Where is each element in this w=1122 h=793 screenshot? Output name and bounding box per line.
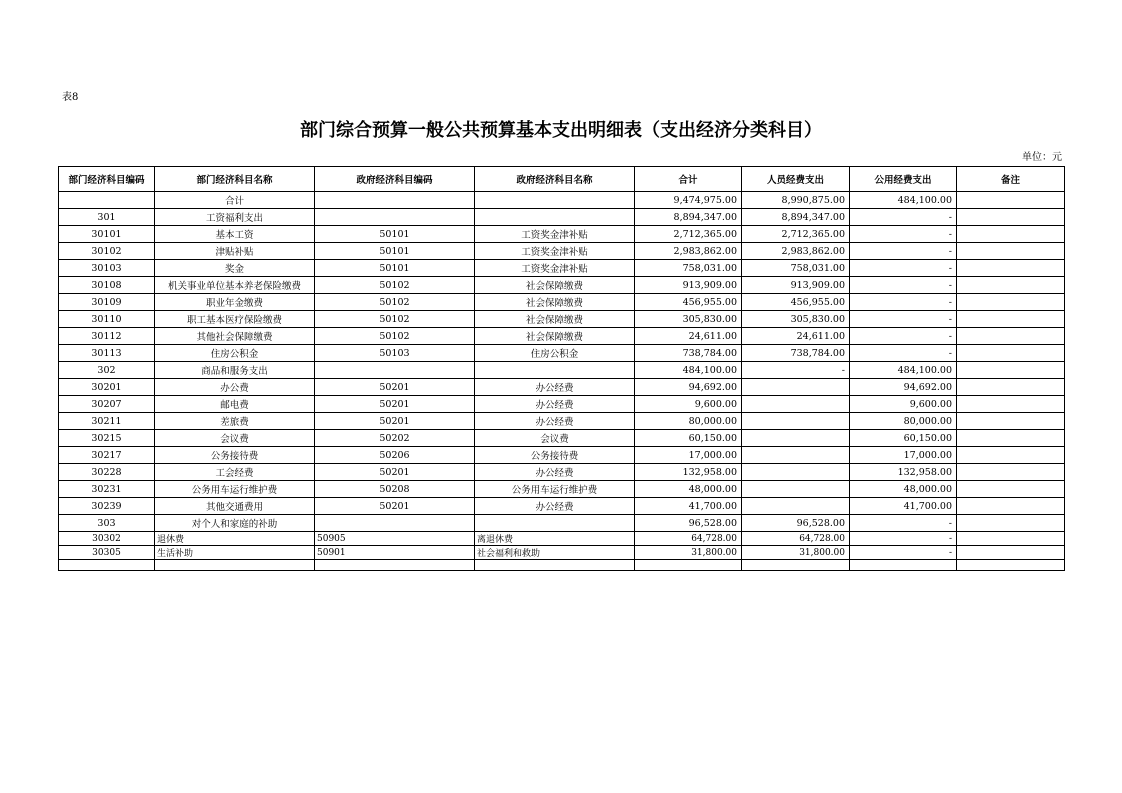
gov-code-cell: 50201 bbox=[315, 413, 475, 430]
gov-name-cell: 离退休费 bbox=[475, 532, 635, 546]
personnel-cell: 31,800.00 bbox=[742, 546, 850, 560]
personnel-cell bbox=[742, 447, 850, 464]
gov-name-cell: 社会保障缴费 bbox=[475, 328, 635, 345]
personnel-cell: 2,712,365.00 bbox=[742, 226, 850, 243]
personnel-cell: 456,955.00 bbox=[742, 294, 850, 311]
col-header-personnel: 人员经费支出 bbox=[742, 167, 850, 192]
dept-code-cell: 301 bbox=[59, 209, 155, 226]
gov-name-cell: 办公经费 bbox=[475, 379, 635, 396]
gov-name-cell: 社会保障缴费 bbox=[475, 294, 635, 311]
personnel-cell bbox=[742, 379, 850, 396]
remarks-cell bbox=[957, 515, 1065, 532]
table-row bbox=[59, 515, 1065, 532]
gov-name-cell bbox=[475, 192, 635, 209]
dept-code-cell: 30201 bbox=[59, 379, 155, 396]
gov-name-cell bbox=[475, 362, 635, 379]
gov-code-cell bbox=[315, 192, 475, 209]
total-cell: 456,955.00 bbox=[635, 294, 742, 311]
gov-name-cell: 办公经费 bbox=[475, 464, 635, 481]
table-body bbox=[59, 192, 1065, 571]
total-cell: 17,000.00 bbox=[635, 447, 742, 464]
personnel-cell: 758,031.00 bbox=[742, 260, 850, 277]
public-cell: - bbox=[850, 328, 957, 345]
personnel-cell: - bbox=[742, 362, 850, 379]
dept-code-cell: 30112 bbox=[59, 328, 155, 345]
table-row bbox=[59, 430, 1065, 447]
table-number: 表8 bbox=[62, 92, 79, 103]
total-cell: 9,600.00 bbox=[635, 396, 742, 413]
dept-code-cell: 30231 bbox=[59, 481, 155, 498]
gov-name-cell: 会议费 bbox=[475, 430, 635, 447]
gov-code-cell: 50102 bbox=[315, 311, 475, 328]
dept-name-cell: 其他社会保障缴费 bbox=[155, 328, 315, 345]
total-cell: 80,000.00 bbox=[635, 413, 742, 430]
remarks-cell bbox=[957, 560, 1065, 571]
table-row bbox=[59, 481, 1065, 498]
personnel-cell: 24,611.00 bbox=[742, 328, 850, 345]
total-cell: 913,909.00 bbox=[635, 277, 742, 294]
remarks-cell bbox=[957, 209, 1065, 226]
public-cell: 484,100.00 bbox=[850, 192, 957, 209]
dept-code-cell: 30108 bbox=[59, 277, 155, 294]
col-header-public: 公用经费支出 bbox=[850, 167, 957, 192]
personnel-cell: 2,983,862.00 bbox=[742, 243, 850, 260]
dept-name-cell: 商品和服务支出 bbox=[155, 362, 315, 379]
dept-name-cell: 公务接待费 bbox=[155, 447, 315, 464]
personnel-cell bbox=[742, 430, 850, 447]
dept-name-cell bbox=[155, 560, 315, 571]
dept-code-cell: 30103 bbox=[59, 260, 155, 277]
total-cell: 31,800.00 bbox=[635, 546, 742, 560]
gov-name-cell: 社会保障缴费 bbox=[475, 311, 635, 328]
public-cell: - bbox=[850, 294, 957, 311]
public-cell: - bbox=[850, 515, 957, 532]
total-cell: 94,692.00 bbox=[635, 379, 742, 396]
budget-table bbox=[58, 166, 1065, 571]
gov-name-cell bbox=[475, 560, 635, 571]
gov-code-cell: 50201 bbox=[315, 498, 475, 515]
gov-name-cell: 工资奖金津补贴 bbox=[475, 260, 635, 277]
dept-name-cell: 会议费 bbox=[155, 430, 315, 447]
table-row bbox=[59, 560, 1065, 571]
public-cell: 9,600.00 bbox=[850, 396, 957, 413]
dept-code-cell bbox=[59, 560, 155, 571]
public-cell: 94,692.00 bbox=[850, 379, 957, 396]
gov-code-cell: 50102 bbox=[315, 277, 475, 294]
table-row bbox=[59, 498, 1065, 515]
dept-code-cell bbox=[59, 192, 155, 209]
total-cell: 738,784.00 bbox=[635, 345, 742, 362]
remarks-cell bbox=[957, 532, 1065, 546]
table-row bbox=[59, 192, 1065, 209]
dept-name-cell: 差旅费 bbox=[155, 413, 315, 430]
gov-code-cell: 50905 bbox=[315, 532, 475, 546]
gov-code-cell: 50103 bbox=[315, 345, 475, 362]
table-row bbox=[59, 362, 1065, 379]
dept-name-cell: 机关事业单位基本养老保险缴费 bbox=[155, 277, 315, 294]
col-header-total: 合计 bbox=[635, 167, 742, 192]
remarks-cell bbox=[957, 447, 1065, 464]
table-row bbox=[59, 243, 1065, 260]
table-row bbox=[59, 532, 1065, 546]
dept-name-cell: 邮电费 bbox=[155, 396, 315, 413]
dept-code-cell: 30305 bbox=[59, 546, 155, 560]
dept-name-cell: 公务用车运行维护费 bbox=[155, 481, 315, 498]
total-cell: 96,528.00 bbox=[635, 515, 742, 532]
total-cell: 132,958.00 bbox=[635, 464, 742, 481]
dept-code-cell: 30101 bbox=[59, 226, 155, 243]
gov-code-cell: 50202 bbox=[315, 430, 475, 447]
dept-code-cell: 30110 bbox=[59, 311, 155, 328]
total-cell: 9,474,975.00 bbox=[635, 192, 742, 209]
dept-name-cell: 工会经费 bbox=[155, 464, 315, 481]
dept-name-cell: 合计 bbox=[155, 192, 315, 209]
total-cell: 60,150.00 bbox=[635, 430, 742, 447]
public-cell: - bbox=[850, 243, 957, 260]
table-row bbox=[59, 396, 1065, 413]
remarks-cell bbox=[957, 413, 1065, 430]
remarks-cell bbox=[957, 498, 1065, 515]
gov-name-cell: 公务用车运行维护费 bbox=[475, 481, 635, 498]
table-row bbox=[59, 311, 1065, 328]
table-row bbox=[59, 379, 1065, 396]
remarks-cell bbox=[957, 464, 1065, 481]
dept-code-cell: 30211 bbox=[59, 413, 155, 430]
total-cell bbox=[635, 560, 742, 571]
gov-code-cell bbox=[315, 362, 475, 379]
total-cell: 484,100.00 bbox=[635, 362, 742, 379]
personnel-cell: 305,830.00 bbox=[742, 311, 850, 328]
public-cell: 48,000.00 bbox=[850, 481, 957, 498]
total-cell: 305,830.00 bbox=[635, 311, 742, 328]
dept-code-cell: 30302 bbox=[59, 532, 155, 546]
personnel-cell bbox=[742, 396, 850, 413]
table-row bbox=[59, 413, 1065, 430]
gov-code-cell: 50101 bbox=[315, 243, 475, 260]
gov-code-cell: 50208 bbox=[315, 481, 475, 498]
personnel-cell: 8,894,347.00 bbox=[742, 209, 850, 226]
total-cell: 41,700.00 bbox=[635, 498, 742, 515]
dept-name-cell: 生活补助 bbox=[155, 546, 315, 560]
dept-code-cell: 30102 bbox=[59, 243, 155, 260]
gov-name-cell: 办公经费 bbox=[475, 396, 635, 413]
personnel-cell: 64,728.00 bbox=[742, 532, 850, 546]
dept-name-cell: 对个人和家庭的补助 bbox=[155, 515, 315, 532]
public-cell: 17,000.00 bbox=[850, 447, 957, 464]
gov-code-cell: 50201 bbox=[315, 396, 475, 413]
dept-name-cell: 其他交通费用 bbox=[155, 498, 315, 515]
dept-name-cell: 职业年金缴费 bbox=[155, 294, 315, 311]
personnel-cell: 913,909.00 bbox=[742, 277, 850, 294]
public-cell: - bbox=[850, 532, 957, 546]
public-cell: - bbox=[850, 277, 957, 294]
dept-code-cell: 30109 bbox=[59, 294, 155, 311]
gov-name-cell: 社会福利和救助 bbox=[475, 546, 635, 560]
public-cell: - bbox=[850, 209, 957, 226]
dept-name-cell: 职工基本医疗保险缴费 bbox=[155, 311, 315, 328]
dept-name-cell: 住房公积金 bbox=[155, 345, 315, 362]
dept-name-cell: 退休费 bbox=[155, 532, 315, 546]
table-row bbox=[59, 447, 1065, 464]
table-row bbox=[59, 226, 1065, 243]
remarks-cell bbox=[957, 345, 1065, 362]
gov-code-cell bbox=[315, 560, 475, 571]
gov-name-cell: 住房公积金 bbox=[475, 345, 635, 362]
page-title: 部门综合预算一般公共预算基本支出明细表（支出经济分类科目） bbox=[300, 120, 822, 141]
table-row bbox=[59, 209, 1065, 226]
gov-name-cell bbox=[475, 209, 635, 226]
public-cell: 60,150.00 bbox=[850, 430, 957, 447]
remarks-cell bbox=[957, 311, 1065, 328]
personnel-cell bbox=[742, 481, 850, 498]
col-header-dept-name: 部门经济科目名称 bbox=[155, 167, 315, 192]
public-cell: 41,700.00 bbox=[850, 498, 957, 515]
public-cell bbox=[850, 560, 957, 571]
col-header-gov-name: 政府经济科目名称 bbox=[475, 167, 635, 192]
personnel-cell bbox=[742, 498, 850, 515]
public-cell: - bbox=[850, 345, 957, 362]
dept-code-cell: 302 bbox=[59, 362, 155, 379]
remarks-cell bbox=[957, 396, 1065, 413]
col-header-remarks: 备注 bbox=[957, 167, 1065, 192]
gov-code-cell: 50201 bbox=[315, 464, 475, 481]
unit-label: 单位：元 bbox=[1022, 152, 1062, 163]
remarks-cell bbox=[957, 430, 1065, 447]
table-row bbox=[59, 328, 1065, 345]
gov-name-cell: 办公经费 bbox=[475, 413, 635, 430]
dept-name-cell: 基本工资 bbox=[155, 226, 315, 243]
personnel-cell bbox=[742, 464, 850, 481]
personnel-cell bbox=[742, 413, 850, 430]
gov-code-cell: 50101 bbox=[315, 226, 475, 243]
total-cell: 64,728.00 bbox=[635, 532, 742, 546]
remarks-cell bbox=[957, 294, 1065, 311]
remarks-cell bbox=[957, 277, 1065, 294]
gov-name-cell: 社会保障缴费 bbox=[475, 277, 635, 294]
total-cell: 758,031.00 bbox=[635, 260, 742, 277]
col-header-dept-code: 部门经济科目编码 bbox=[59, 167, 155, 192]
public-cell: 132,958.00 bbox=[850, 464, 957, 481]
dept-name-cell: 办公费 bbox=[155, 379, 315, 396]
dept-code-cell: 30113 bbox=[59, 345, 155, 362]
total-cell: 2,712,365.00 bbox=[635, 226, 742, 243]
gov-code-cell: 50102 bbox=[315, 328, 475, 345]
total-cell: 48,000.00 bbox=[635, 481, 742, 498]
total-cell: 8,894,347.00 bbox=[635, 209, 742, 226]
dept-name-cell: 工资福利支出 bbox=[155, 209, 315, 226]
gov-code-cell: 50201 bbox=[315, 379, 475, 396]
table-row bbox=[59, 277, 1065, 294]
gov-name-cell: 工资奖金津补贴 bbox=[475, 243, 635, 260]
remarks-cell bbox=[957, 379, 1065, 396]
total-cell: 2,983,862.00 bbox=[635, 243, 742, 260]
public-cell: - bbox=[850, 546, 957, 560]
public-cell: - bbox=[850, 260, 957, 277]
dept-code-cell: 30215 bbox=[59, 430, 155, 447]
dept-name-cell: 津贴补贴 bbox=[155, 243, 315, 260]
gov-code-cell bbox=[315, 209, 475, 226]
col-header-gov-code: 政府经济科目编码 bbox=[315, 167, 475, 192]
remarks-cell bbox=[957, 546, 1065, 560]
table-row bbox=[59, 345, 1065, 362]
table-row bbox=[59, 464, 1065, 481]
gov-code-cell: 50102 bbox=[315, 294, 475, 311]
remarks-cell bbox=[957, 243, 1065, 260]
gov-name-cell bbox=[475, 515, 635, 532]
dept-code-cell: 30207 bbox=[59, 396, 155, 413]
gov-name-cell: 工资奖金津补贴 bbox=[475, 226, 635, 243]
gov-name-cell: 办公经费 bbox=[475, 498, 635, 515]
remarks-cell bbox=[957, 328, 1065, 345]
personnel-cell bbox=[742, 560, 850, 571]
public-cell: 484,100.00 bbox=[850, 362, 957, 379]
personnel-cell: 96,528.00 bbox=[742, 515, 850, 532]
personnel-cell: 8,990,875.00 bbox=[742, 192, 850, 209]
personnel-cell: 738,784.00 bbox=[742, 345, 850, 362]
gov-code-cell bbox=[315, 515, 475, 532]
dept-code-cell: 303 bbox=[59, 515, 155, 532]
dept-name-cell: 奖金 bbox=[155, 260, 315, 277]
remarks-cell bbox=[957, 481, 1065, 498]
dept-code-cell: 30217 bbox=[59, 447, 155, 464]
header-row bbox=[59, 167, 1065, 192]
public-cell: - bbox=[850, 226, 957, 243]
public-cell: 80,000.00 bbox=[850, 413, 957, 430]
dept-code-cell: 30228 bbox=[59, 464, 155, 481]
remarks-cell bbox=[957, 226, 1065, 243]
remarks-cell bbox=[957, 192, 1065, 209]
table-row bbox=[59, 294, 1065, 311]
public-cell: - bbox=[850, 311, 957, 328]
gov-code-cell: 50901 bbox=[315, 546, 475, 560]
total-cell: 24,611.00 bbox=[635, 328, 742, 345]
gov-name-cell: 公务接待费 bbox=[475, 447, 635, 464]
remarks-cell bbox=[957, 362, 1065, 379]
gov-code-cell: 50101 bbox=[315, 260, 475, 277]
table-row bbox=[59, 546, 1065, 560]
dept-code-cell: 30239 bbox=[59, 498, 155, 515]
remarks-cell bbox=[957, 260, 1065, 277]
table-row bbox=[59, 260, 1065, 277]
gov-code-cell: 50206 bbox=[315, 447, 475, 464]
